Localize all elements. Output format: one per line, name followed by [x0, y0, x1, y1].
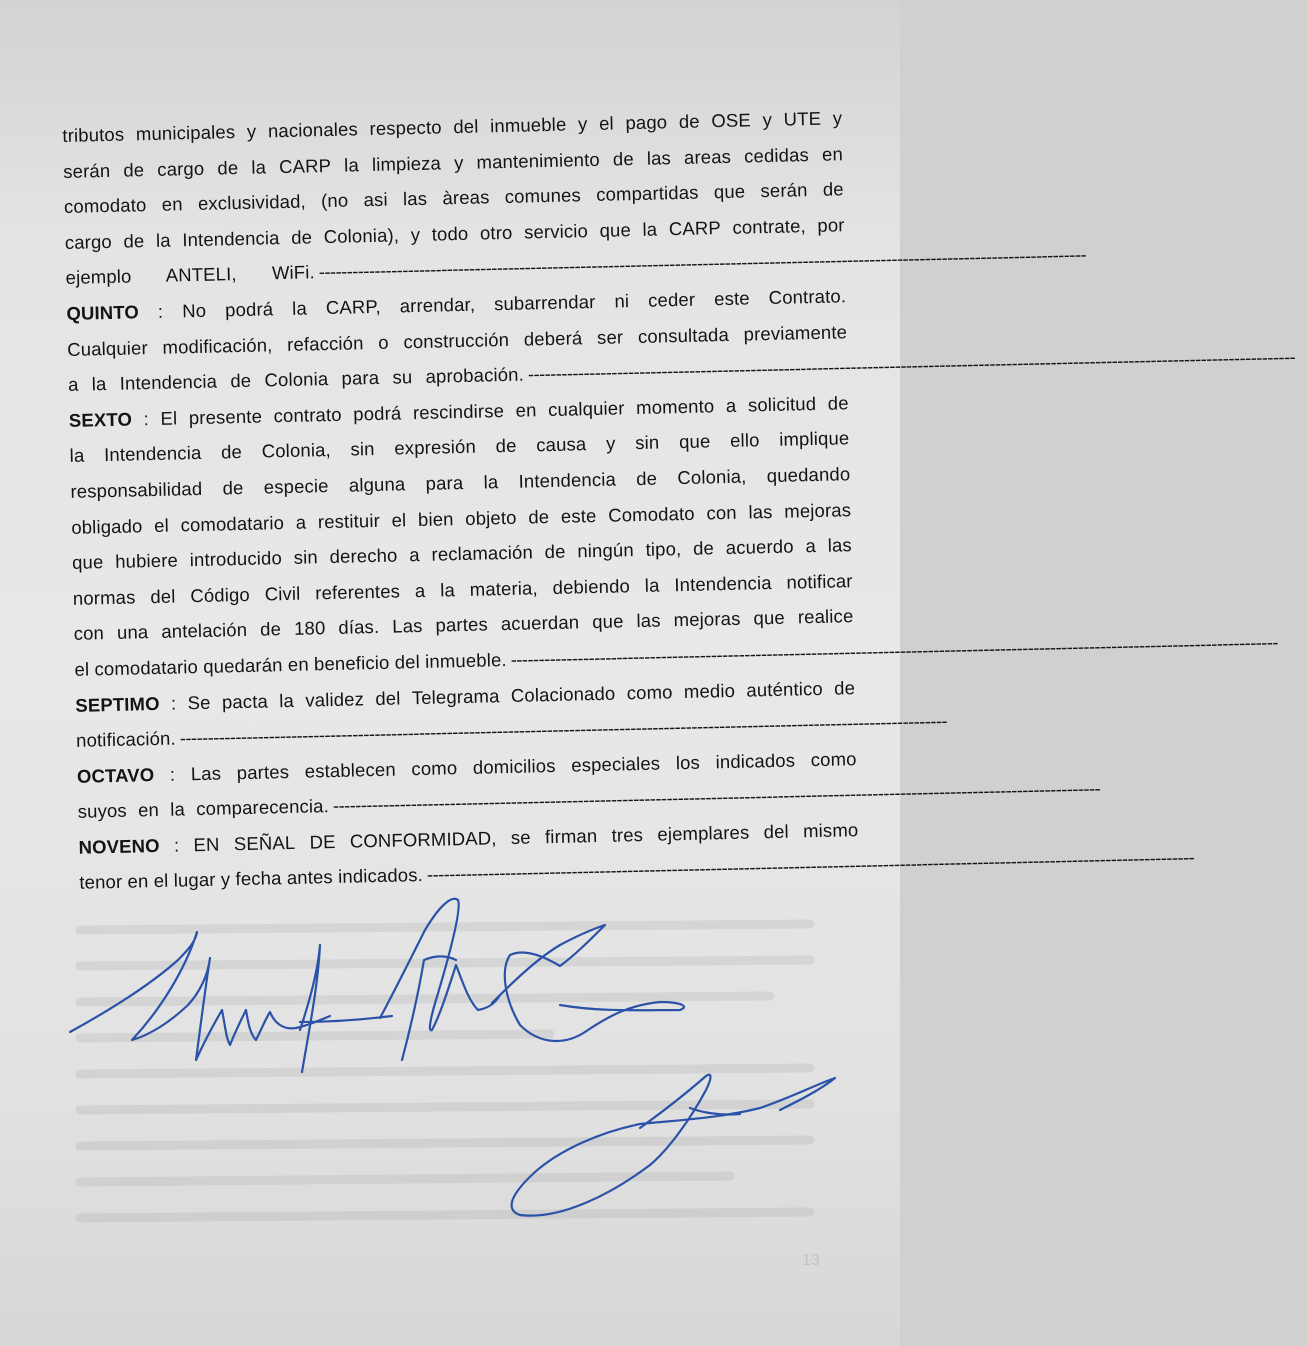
word: subarrendar [493, 290, 596, 315]
word: Colonia, [261, 439, 332, 462]
word: que [713, 180, 746, 203]
word: notificar [786, 569, 853, 593]
word: acuerdan [500, 611, 580, 635]
word: expresión [394, 436, 477, 459]
word: Código [190, 583, 251, 606]
word: especiales [571, 752, 661, 776]
word: : [170, 692, 177, 714]
word: àreas [442, 186, 490, 209]
word: comunes [504, 184, 582, 208]
word: Intendencia [103, 442, 202, 466]
word: normas [72, 586, 136, 609]
word: del [453, 115, 479, 138]
word: establecen [304, 758, 396, 782]
word: No [181, 299, 207, 322]
word: que [599, 218, 632, 241]
word: tipo, [645, 538, 682, 560]
word: el [598, 112, 615, 134]
word: el [153, 514, 170, 536]
word: del [150, 585, 176, 607]
word: como [626, 680, 673, 703]
word: : [157, 300, 164, 322]
clause-heading: SEXTO [68, 408, 133, 431]
word: alguna [348, 473, 406, 496]
line-text: el comodatario quedarán en beneficio del inmueble. [74, 648, 507, 680]
word: Colonia, [677, 465, 747, 489]
word: quedando [766, 463, 851, 487]
word: las [827, 534, 853, 556]
word: consultada [637, 323, 730, 347]
word: : [173, 834, 180, 856]
word: todo [431, 222, 469, 245]
word: de [833, 676, 856, 699]
word: domicilios [472, 754, 556, 778]
word: como [810, 747, 857, 770]
dash-fill: ------------------------------------------------------------------------------------------------------------------------------------------ [510, 631, 1279, 670]
word: el [391, 508, 407, 531]
word: derecho [329, 544, 398, 568]
word: a [414, 579, 426, 601]
word: UTE [783, 107, 822, 130]
word: (no [320, 189, 349, 212]
word: de [692, 537, 715, 559]
word: Intendencia [518, 468, 617, 492]
word: sin [350, 438, 375, 460]
word: la [644, 574, 660, 596]
word: inmueble [489, 113, 567, 137]
word: mejoras [673, 608, 741, 631]
word: ningún [577, 539, 635, 562]
word: de [222, 476, 244, 499]
word: CARP [278, 154, 332, 177]
word: y [246, 120, 257, 142]
word: ceder [647, 288, 696, 311]
word: cedidas [743, 143, 810, 167]
dash-fill: ------------------------------------------------------------------------------------------------------------------------------------------ [332, 777, 1101, 817]
word: DE [309, 830, 336, 853]
word: limpieza [371, 152, 442, 175]
word: pacta [221, 689, 269, 713]
word: 180 [293, 617, 326, 640]
word: y [832, 107, 843, 129]
word: tres [611, 823, 644, 846]
word: contrato [273, 403, 342, 427]
word: o [378, 331, 389, 353]
word: objeto [465, 506, 517, 529]
word: para [425, 471, 464, 494]
word: SEÑAL [233, 831, 296, 855]
word: Contrato. [768, 285, 847, 308]
word: en [821, 142, 844, 165]
word: modificación, [162, 333, 273, 358]
word: especie [263, 474, 329, 498]
word: podrá [224, 298, 274, 321]
word: partes [435, 613, 489, 636]
word: en [515, 399, 537, 421]
word: de [259, 618, 282, 640]
word: Colacionado [510, 682, 616, 706]
word: introducido [189, 547, 283, 571]
word: firman [544, 824, 598, 848]
word: mejoras [783, 498, 852, 522]
word: antelación [161, 619, 248, 643]
word: obligado [71, 514, 143, 538]
word: de [123, 158, 145, 181]
word: materia, [469, 577, 538, 600]
word: a [409, 544, 420, 566]
word: Intendencia [674, 571, 772, 595]
word: la [279, 689, 295, 711]
word: bien [417, 507, 454, 530]
word: a [295, 511, 307, 533]
word: ello [729, 429, 760, 452]
word: la [291, 297, 308, 319]
word: serán [760, 179, 808, 202]
word: serán [62, 159, 111, 182]
line-text: ejemplo ANTELI, WiFi. [65, 261, 316, 289]
word: las [402, 187, 428, 210]
word: con [73, 622, 105, 645]
word: este [560, 504, 597, 527]
word: Las [190, 762, 222, 784]
clause-heading: SEPTIMO [75, 692, 160, 716]
line-text: a la Intendencia de Colonia para su aprobación. [67, 363, 525, 396]
word: referentes [315, 580, 401, 604]
word: de [678, 110, 700, 133]
word: de [827, 391, 849, 414]
word: y [577, 113, 588, 135]
word: cargo [64, 230, 113, 253]
word: Civil [264, 582, 301, 605]
word: Telegrama [411, 684, 500, 708]
clause-heading: QUINTO [66, 301, 140, 324]
word: y [762, 108, 773, 131]
word: Cualquier [67, 336, 149, 360]
word: El [160, 407, 178, 429]
word: partes [236, 760, 290, 783]
word: podrá [353, 402, 402, 425]
word: realice [797, 605, 854, 628]
dash-fill: ------------------------------------------------------------------------------------------------------------------------------------------ [426, 846, 1195, 886]
word: rescindirse [412, 399, 505, 423]
word: CONFORMIDAD, [349, 827, 497, 852]
word: OSE [711, 109, 752, 132]
word: responsabilidad [70, 477, 203, 502]
dash-fill: ------------------------------------------------------------------------------------------------------------------------------------------ [527, 346, 1296, 385]
bleed-through-texture [70, 900, 830, 1230]
word: causa [536, 433, 587, 456]
word: : [143, 407, 150, 429]
word: a [725, 394, 737, 416]
word: medio [683, 679, 736, 702]
word: como [411, 756, 458, 779]
word: refacción [286, 331, 364, 355]
word: las [646, 146, 672, 169]
word: que [753, 607, 786, 629]
word: presente [188, 405, 263, 428]
word: implique [778, 427, 850, 451]
word: de [612, 147, 634, 170]
word: en [161, 193, 183, 215]
word: : [169, 763, 176, 785]
word: que [678, 430, 711, 453]
word: comodatario [180, 511, 285, 535]
word: debiendo [552, 574, 631, 598]
word: a [805, 535, 817, 557]
word: construcción [403, 328, 510, 352]
word: de [544, 540, 566, 563]
page-number-bleed: 13 [802, 1252, 820, 1269]
word: cualquier [547, 397, 625, 420]
word: servicio [523, 219, 589, 243]
word: y [453, 151, 464, 173]
word: por [817, 214, 845, 236]
word: la [343, 153, 360, 176]
word: una [116, 621, 149, 644]
word: la [251, 155, 267, 178]
word: la [439, 578, 456, 601]
word: Se [187, 691, 211, 713]
word: mantenimiento [476, 148, 601, 173]
word: la [642, 218, 658, 240]
dash-fill: ------------------------------------------------------------------------------------------------------------------------------------------ [318, 244, 1087, 283]
word: Colonia), [323, 224, 400, 247]
word: la [69, 444, 85, 467]
word: de [822, 178, 844, 200]
word: la [155, 229, 171, 251]
word: de [217, 156, 239, 179]
line-text: suyos en la comparecencia. [77, 795, 330, 823]
word: de [495, 435, 517, 457]
word: Las [392, 615, 423, 637]
word: y [410, 223, 421, 245]
word: tributos [62, 123, 125, 146]
word: hubiere [114, 549, 179, 573]
word: respecto [369, 116, 442, 140]
word: de [290, 226, 313, 248]
word: previamente [743, 320, 848, 345]
word: restituir [317, 509, 381, 532]
word: del [763, 820, 790, 843]
word: reclamación [431, 541, 534, 565]
word: CARP, [325, 295, 381, 319]
word: días. [338, 616, 380, 639]
clause-heading: NOVENO [78, 834, 160, 858]
word: que [591, 610, 624, 633]
word: comodato [63, 194, 147, 218]
word: EN [193, 833, 220, 856]
word: ejemplares [657, 821, 750, 845]
word: de [123, 229, 145, 252]
word: de [635, 467, 658, 490]
word: CARP [668, 216, 722, 240]
line-text: tenor en el lugar y fecha antes indicados. [79, 864, 424, 894]
word: del [375, 686, 401, 709]
word: mismo [802, 818, 859, 842]
word: que [71, 551, 104, 574]
word: asi [363, 188, 388, 211]
word: los [675, 751, 701, 773]
word: este [713, 287, 750, 310]
word: arrendar, [399, 293, 476, 317]
word: se [510, 826, 531, 848]
word: deberá [523, 326, 583, 350]
bleed-through-lines [70, 900, 830, 1230]
word: Comodato [607, 502, 695, 526]
word: otro [479, 221, 513, 244]
word: la [483, 471, 499, 493]
word: ser [596, 325, 624, 348]
word: sin [293, 546, 319, 568]
word: contrate, [732, 214, 807, 238]
word: las [636, 609, 661, 632]
line-text: notificación. [75, 727, 176, 751]
word: exclusividad, [197, 190, 307, 215]
word: areas [683, 145, 732, 168]
dash-fill: ------------------------------------------------------------------------------------------------------------------------------------------ [179, 710, 948, 749]
word: las [748, 500, 773, 523]
word: y [605, 432, 616, 455]
word: momento [635, 395, 715, 418]
word: ni [614, 290, 630, 312]
word: de [528, 505, 550, 528]
word: indicados [715, 749, 796, 773]
word: Intendencia [182, 226, 280, 251]
word: cargo [157, 157, 205, 180]
word: nacionales [267, 118, 359, 142]
word: pago [625, 111, 668, 134]
word: auténtico [746, 677, 824, 701]
word: compartidas [595, 181, 699, 206]
word: con [706, 501, 737, 524]
word: acuerdo [725, 535, 794, 559]
word: validez [305, 687, 365, 711]
word: solicitud [747, 392, 817, 416]
contract-body [62, 100, 1296, 901]
clause-heading: OCTAVO [76, 763, 155, 787]
word: de [220, 441, 243, 463]
word: sin [634, 431, 660, 454]
word: municipales [135, 121, 236, 145]
